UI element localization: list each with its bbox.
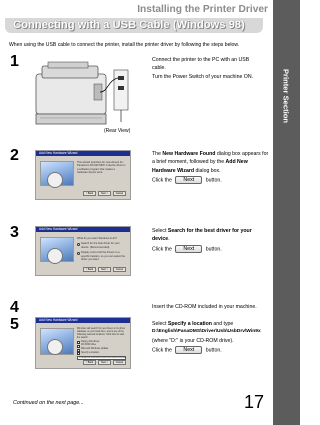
cancel-button[interactable]: Cancel (113, 360, 126, 365)
radio-selected-icon (77, 243, 80, 246)
cancel-button[interactable]: Cancel (113, 267, 126, 272)
step-3-number: 3 (10, 224, 19, 241)
radio-display-list[interactable]: Display a list of all the drivers in a specific location, so you can select the driver you want. (77, 251, 126, 261)
continued-note: Continued on the next page... (13, 400, 84, 406)
wizard-image (40, 161, 74, 186)
cd-icon (47, 248, 63, 264)
radio-icon (77, 252, 80, 255)
checkbox-checked-icon (77, 352, 80, 355)
radio-search-best-driver[interactable]: Search for the best driver for your device. (Recommended). (77, 242, 126, 249)
step-2-text: The New Hardware Found dialog box appears for a brief moment, followed by the Add New Hardware Wizard dialog box. Click the Next button. (152, 151, 269, 184)
step-5-number: 5 (10, 316, 19, 333)
next-button[interactable]: Next > (98, 191, 111, 196)
driver-path: D:\English\PanaDMS\Driver\Usb\UsbDrv\Win9x (152, 329, 261, 335)
printer-illustration (28, 60, 132, 132)
cd-icon (47, 172, 63, 188)
side-tab (273, 0, 300, 425)
step-4-text: Insert the CD-ROM included in your machine. (152, 304, 257, 310)
back-button[interactable]: < Back (83, 267, 96, 272)
next-button[interactable]: Next > (98, 267, 111, 272)
next-button-icon: Next (175, 176, 202, 184)
dialog-text: This wizard searches for new drivers for: Panasonic DX-600 MFP. A device driver is a software program that makes a hardware device work. (77, 161, 126, 175)
checkbox-icon (77, 349, 80, 352)
intro-text: When using the USB cable to connect the printer, install the printer driver by following the steps below. (9, 42, 240, 48)
next-button-icon: Next (175, 245, 202, 253)
dialog-titlebar: Add New Hardware Wizard (36, 151, 130, 156)
location-input[interactable]: D:\English\PanaDMS\Driver\Usb\UsbDrv\Win9x (79, 357, 126, 360)
checkbox-icon (77, 341, 80, 344)
checkbox-specify-location[interactable]: Specify a location: (77, 352, 126, 355)
step-3-dialog (35, 226, 131, 276)
document-title: Installing the Printer Driver (137, 4, 268, 15)
step-3-text: Select Search for the best driver for your device. Click the Next button. (152, 228, 252, 252)
page-number: 17 (244, 392, 265, 412)
step-4-number: 4 (10, 299, 19, 316)
dialog-text: Windows will search for new drivers in its driver database on your hard drive, and in any of the following selected locations. Click Next to start the search. (77, 328, 126, 339)
checkbox-floppy[interactable]: Floppy disk drives (77, 341, 126, 344)
printer-rear-view-image (28, 60, 132, 132)
dialog-question: What do you want Windows to do? (77, 237, 117, 240)
next-button[interactable]: Next > (98, 360, 111, 365)
cancel-button[interactable]: Cancel (113, 191, 126, 196)
side-tab-label: Printer Section (281, 68, 291, 124)
back-button[interactable]: < Back (83, 191, 96, 196)
back-button[interactable]: < Back (83, 360, 96, 365)
step-2-dialog (35, 150, 131, 200)
cd-icon (47, 339, 63, 355)
wizard-image (40, 237, 74, 262)
dialog-titlebar: Add New Hardware Wizard (36, 227, 130, 232)
step-2-number: 2 (10, 147, 19, 164)
checkbox-icon (77, 345, 80, 348)
wizard-image (40, 328, 74, 355)
checkbox-cdrom[interactable]: CD-ROM drive (77, 344, 126, 347)
step-1-number: 1 (10, 53, 19, 70)
step-5-dialog (35, 317, 131, 369)
step-1-text: Connect the printer to the PC with an USB cable. Turn the Power Switch of your machine ON. (152, 57, 254, 80)
dialog-titlebar: Add New Hardware Wizard (36, 318, 130, 323)
checkbox-windows-update[interactable]: Microsoft Windows Update (77, 348, 126, 351)
section-banner (5, 18, 263, 33)
next-button-icon: Next (175, 346, 202, 354)
rear-view-caption: (Rear View) (104, 128, 131, 134)
section-banner-title: Connecting with a USB Cable (Windows 98) (13, 19, 245, 31)
step-5-text: Select Specify a location and type D:\English\PanaDMS\Driver\Usb\UsbDrv\Win9x (where "D:" is your CD-ROM drive). Click the Next button. (152, 320, 272, 355)
